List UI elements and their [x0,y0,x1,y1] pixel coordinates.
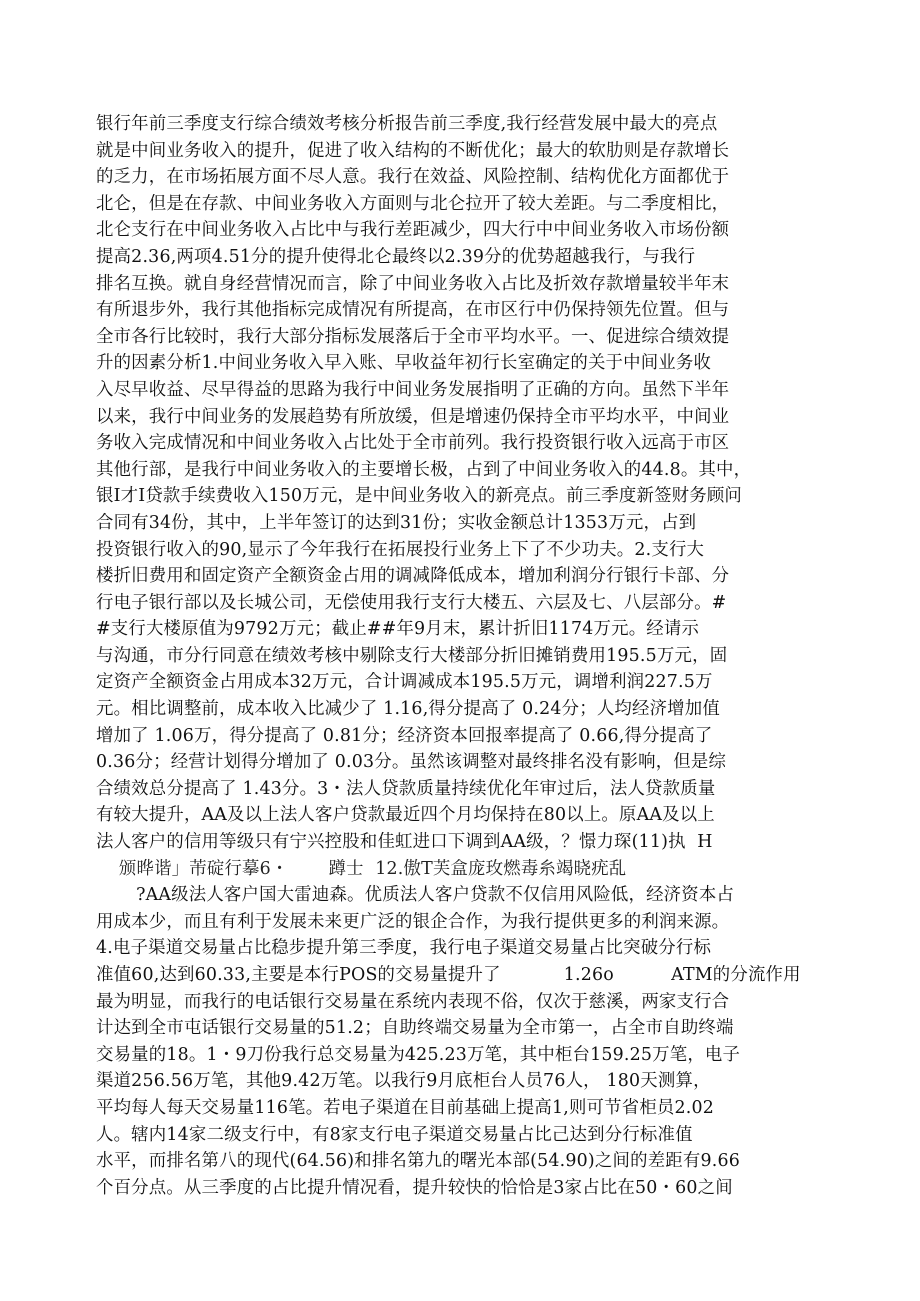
garbled-text-line: 颁晔谐」芾碇行摹6・ 蹲士 12.傲T芙盒庞玫燃毒糸竭晓疣乱 [96,858,627,879]
text-line: 与沟通，市分行同意在绩效考核中剔除支行大楼部分折旧摊销费用195.5万元，固 [96,645,728,666]
text-line: 交易量的18。1・9刀份我行总交易量为425.23万笔，其中柜台159.25万笔，电子 [96,1044,741,1065]
text-line: 排名互换。就自身经营情况而言，除了中间业务收入占比及折效存款增量较半年末 [96,273,730,294]
text-line: 有较大提升，AA及以上法人客户贷款最近四个月均保持在80以上。原AA及以上 [96,805,715,826]
text-line: 合同有34份，其中，上半年签订的达到31份；实收金额总计1353万元，占到 [96,512,697,533]
text-line: 银I才I贷款手续费收入150万元，是中间业务收入的新亮点。前三季度新签财务顾问 [96,486,743,507]
text-line: ?AA级法人客户国大雷迪森。优质法人客户贷款不仅信用风险低，经济资本占 [96,885,735,906]
text-line: 元。相比调整前，成本收入比减少了 1.16,得分提高了 0.24分；人均经济增加值 [96,699,720,720]
text-line: 楼折旧费用和固定资产全额资金占用的调减降低成本，增加利润分行银行卡部、分 [96,566,730,587]
text-line: 用成本少，而且有利于发展未来更广泛的银企合作，为我行提供更多的利润来源。 [96,911,730,932]
text-line: 渠道256.56万笔，其他9.42万笔。以我行9月底柜台人员76人， 180天测算， [96,1071,711,1092]
text-line: 平均每人每天交易量116笔。若电子渠道在目前基础上提高1,则可节省柜员2.02 [96,1097,715,1118]
text-line: 北仑，但是在存款、中间业务收入方面则与北仑拉开了较大差距。与二季度相比， [96,193,730,214]
text-line: 北仑支行在中间业务收入占比中与我行差距减少，四大行中中间业务收入市场份额 [96,220,730,241]
text-line: 行电子银行部以及长城公司，无偿使用我行支行大楼五、六层及七、八层部分。# [96,592,727,613]
text-line: 人。辖内14家二级支行中，有8家支行电子渠道交易量占比己达到分行标准值 [96,1124,693,1145]
text-line: 全市各行比较时，我行大部分指标发展落后于全市平均水平。一、促进综合绩效提 [96,326,730,347]
text-line: 准值60,达到60.33,主要是本行POS的交易量提升了 1.26o ATM的分流作用 [96,965,801,985]
text-line: 个百分点。从三季度的占比提升情况看，提升较快的恰恰是3家占比在50・60之间 [96,1177,733,1198]
text-line: 合绩效总分提高了 1.43分。3・法人贷款质量持续优化年审过后，法人贷款质量 [96,778,716,799]
text-line: 就是中间业务收入的提升，促进了收入结构的不断优化；最大的软肋则是存款增长 [96,140,730,161]
text-line: 计达到全市屯话银行交易量的51.2；自助终端交易量为全市第一，占全市自助终端 [96,1018,734,1039]
text-line: 入尽早收益、尽早得益的思路为我行中间业务发展指明了正确的方向。虽然下半年 [96,379,730,400]
document-body [96,111,826,1201]
text-line: 银行年前三季度支行综合绩效考核分析报告前三季度,我行经营发展中最大的亮点 [96,114,718,134]
text-line: 0.36分；经营计划得分增加了 0.03分。虽然该调整对最终排名没有影响，但是综 [96,752,727,773]
text-line: 有所退步外，我行其他指标完成情况有所提高，在市区行中仍保持领先位置。但与 [96,300,730,321]
text-line: 其他行部，是我行中间业务收入的主要增长极，占到了中间业务收入的44.8。其中， [96,459,752,480]
text-line: 的乏力，在市场拓展方面不尽人意。我行在效益、风险控制、结构优化方面都优于 [96,167,730,188]
text-line: #支行大楼原值为9792万元；截止##年9月末，累计折旧1174万元。经请示 [96,619,700,640]
text-line: 4.电子渠道交易量占比稳步提升第三季度，我行电子渠道交易量占比突破分行标 [96,938,712,959]
text-line: 最为明显，而我行的电话银行交易量在系统内表现不俗，仅次于慈溪，两家支行合 [96,991,730,1012]
text-line: 升的因素分析1.中间业务收入早入账、早收益年初行长室确定的关于中间业务收 [96,353,712,374]
text-line: 投资银行收入的90,显示了今年我行在拓展投行业务上下了不少功夫。2.支行大 [96,539,705,560]
text-line: 提高2.36,两项4.51分的提升使得北仑最终以2.39分的优势超越我行，与我行 [96,246,696,267]
text-line: 水平，而排名第八的现代(64.56)和排名第九的曙光本部(54.90)之间的差距有9.66 [96,1151,740,1172]
text-line: 以来，我行中间业务的发展趋势有所放缓，但是增速仍保持全市平均水平，中间业 [96,406,730,427]
text-line: 增加了 1.06万，得分提高了 0.81分；经济资本回报率提高了 0.66,得分提高了 [96,725,713,746]
text-line: 法人客户的信用等级只有宁兴控股和佳虹进口下调到AA级，？憬力琛(11)执 H [96,832,713,853]
text-line: 务收入完成情况和中间业务收入占比处于全市前列。我行投资银行收入远高于市区 [96,433,730,454]
text-line: 定资产全额资金占用成本32万元，合计调减成本195.5万元，调增利润227.5万 [96,672,713,693]
